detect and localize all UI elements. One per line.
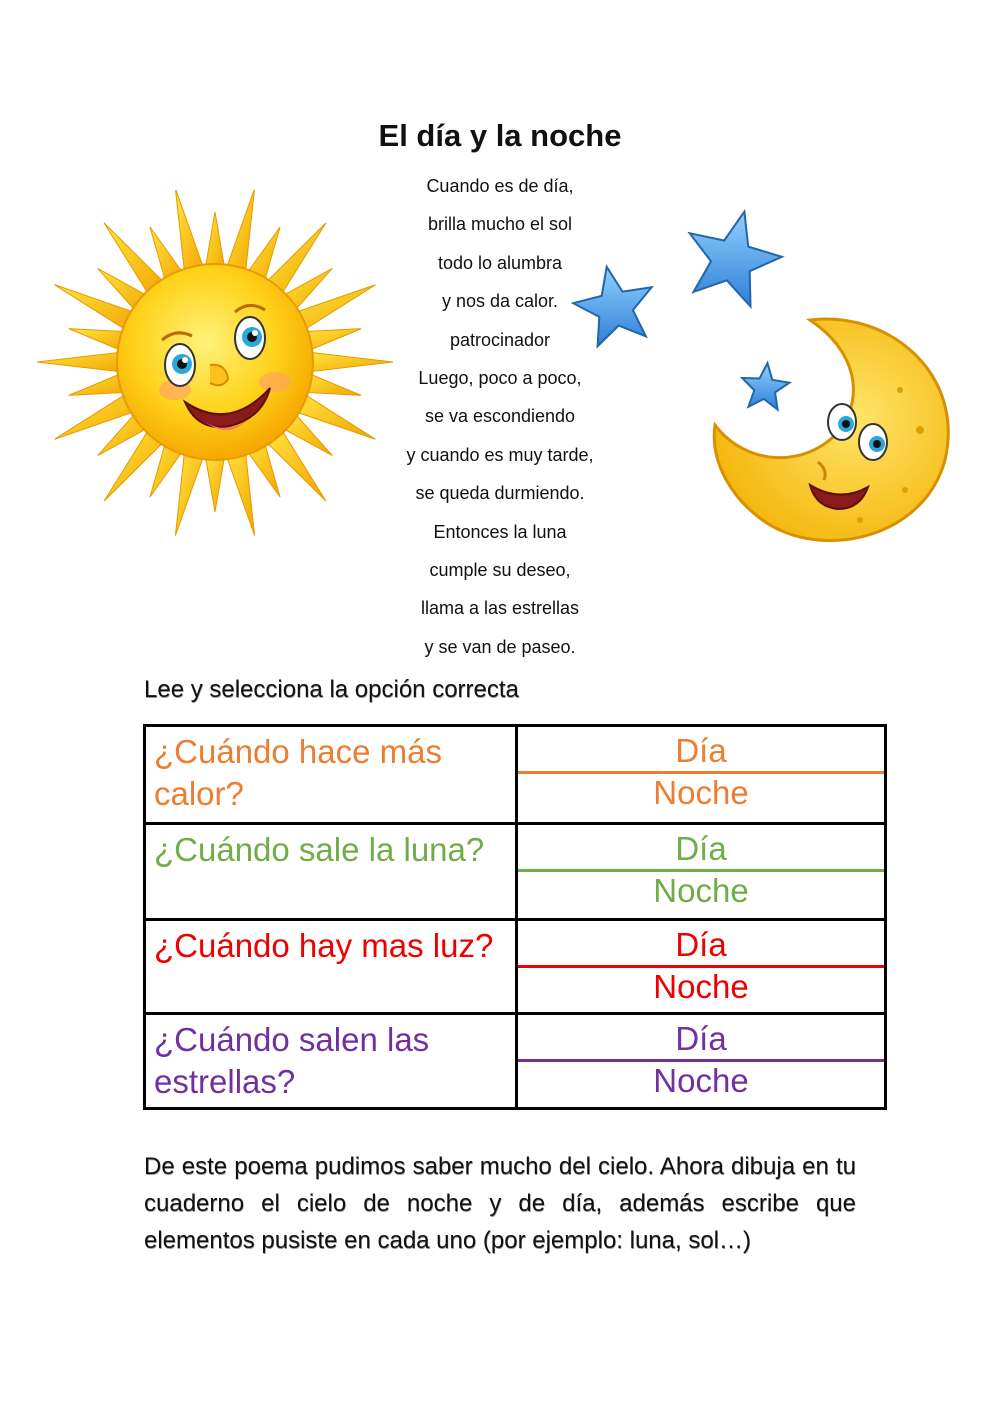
option-noche[interactable]: Noche (653, 1062, 749, 1099)
poem-line: Entonces la luna (433, 521, 567, 542)
poem-line: y nos da calor. (441, 291, 559, 312)
sun-ray (226, 449, 255, 536)
quiz-question: ¿Cuándo hace más calor? (154, 733, 442, 812)
poem (360, 171, 640, 670)
poem-line: se va escondiendo (424, 406, 576, 427)
quiz-table (143, 724, 887, 1110)
page-title: El día y la noche (378, 118, 622, 153)
quiz-question: ¿Cuándo salen las estrellas? (154, 1021, 430, 1100)
sun-ray (175, 190, 204, 275)
sun-ray (226, 190, 255, 275)
sun-ray (37, 352, 124, 372)
sun-ray (205, 212, 225, 271)
blue-star-icon (742, 363, 789, 410)
poem-line: Cuando es de día, (426, 176, 574, 196)
option-noche[interactable]: Noche (653, 968, 749, 1005)
crescent-moon (714, 319, 948, 541)
option-dia[interactable]: Día (675, 926, 727, 963)
poem-line: y se van de paseo. (424, 636, 576, 657)
quiz-row (146, 822, 884, 918)
quiz-row (146, 727, 884, 822)
option-noche[interactable]: Noche (653, 774, 749, 811)
quiz-row (146, 1012, 884, 1107)
blue-star-icon (690, 212, 782, 307)
closing-paragraph: De este poema pudimos saber mucho del cielo. Ahora dibuja en tu cuaderno el cielo de noche y de día, además escribe que elementos pusiste en cada uno (por ejemplo: luna, sol…) (144, 1153, 856, 1254)
poem-line: y cuando es muy tarde, (406, 444, 594, 465)
option-dia[interactable]: Día (675, 830, 727, 867)
poem-line: cumple su deseo, (429, 559, 571, 580)
instruction-text: Lee y selecciona la opción correcta (144, 676, 519, 703)
poem-line: Luego, poco a poco, (418, 367, 582, 388)
poem-line: todo lo alumbra (437, 252, 563, 273)
option-dia[interactable]: Día (675, 732, 727, 769)
sun-ray (205, 453, 225, 512)
poem-line: se queda durmiendo. (415, 483, 585, 504)
poem-line: llama a las estrellas (420, 598, 580, 619)
poem-line: brilla mucho el sol (427, 214, 573, 235)
quiz-question: ¿Cuándo sale la luna? (154, 831, 485, 868)
quiz-row (146, 918, 884, 1012)
option-noche[interactable]: Noche (653, 872, 749, 909)
option-dia[interactable]: Día (675, 1020, 727, 1057)
poem-line: patrocinador (449, 329, 551, 350)
smiling-sun-illustration (30, 190, 400, 560)
quiz-question: ¿Cuándo hay mas luz? (154, 927, 494, 964)
sun-ray (175, 449, 204, 536)
